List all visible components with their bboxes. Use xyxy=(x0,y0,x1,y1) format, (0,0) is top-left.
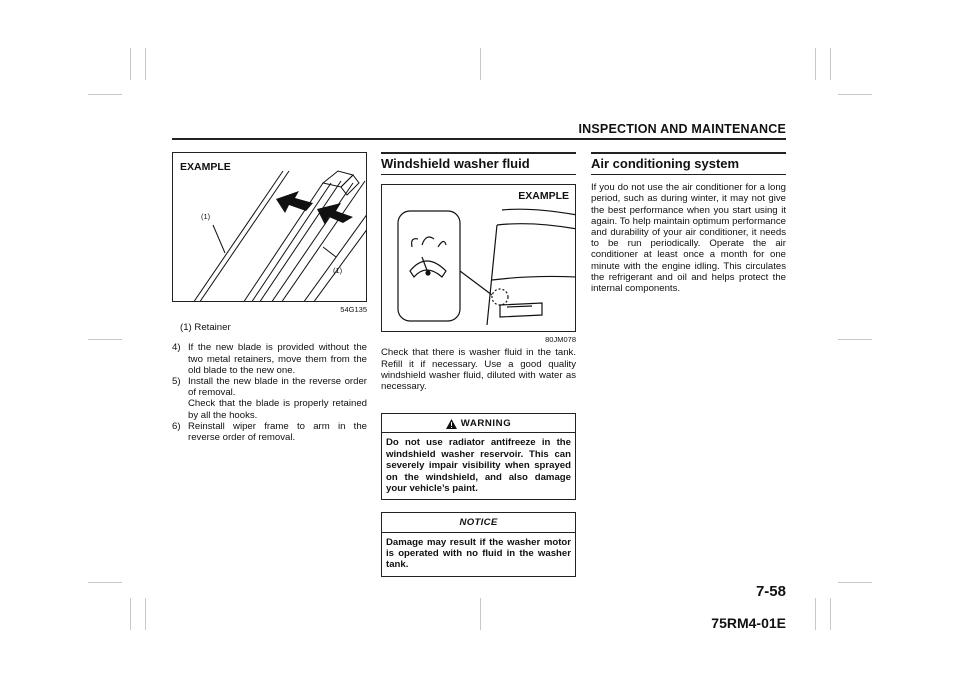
figure-callout: (1) xyxy=(333,266,343,275)
left-column xyxy=(172,152,367,443)
washer-reservoir-illustration xyxy=(382,185,576,332)
wiper-retainer-figure xyxy=(172,152,367,302)
right-column xyxy=(591,152,786,294)
middle-column xyxy=(381,152,576,577)
warning-label: WARNING xyxy=(460,418,512,430)
notice-header: NOTICE xyxy=(382,513,575,532)
figure-example-label: EXAMPLE xyxy=(518,190,569,203)
figure-callout: (1) xyxy=(201,212,211,221)
list-item xyxy=(172,421,367,443)
notice-box xyxy=(381,512,576,576)
section-title: Windshield washer fluid xyxy=(381,152,576,175)
warning-icon xyxy=(446,419,457,429)
notice-text: Damage may result if the washer motor is operated with no fluid in the washer tank. xyxy=(386,536,571,571)
list-item xyxy=(172,342,367,376)
step-list xyxy=(172,342,367,443)
step-number: 6) xyxy=(172,420,181,432)
page-number: 7-58 xyxy=(755,583,786,600)
document-code: 75RM4-01E xyxy=(711,615,786,631)
step-number: 5) xyxy=(172,376,181,388)
list-item xyxy=(172,376,367,421)
body-paragraph: If you do not use the air conditioner for a long period, such as during winter, it may not give the best performance when you start using it again. To help maintain optimum performance and durability of your air conditioner, it needs to be run periodically. Operate the air conditioner at least once a month for one minute with the engine idling. This circulates the refrigerant and oil and helps protect the internal components. xyxy=(591,182,786,295)
section-title: Air conditioning system xyxy=(591,152,786,175)
figure-code: 80JM078 xyxy=(545,335,576,345)
step-text: Install the new blade in the reverse order of removal. xyxy=(188,376,367,399)
warning-header xyxy=(382,414,575,433)
body-paragraph: Check that there is washer fluid in the tank. Refill it if necessary. Use a good quality windshield washer fluid, diluted with water as necessary. xyxy=(381,347,576,393)
step-text: Check that the blade is properly retained by all the hooks. xyxy=(188,398,367,421)
figure-code: 54G135 xyxy=(340,305,367,314)
warning-box xyxy=(381,413,576,500)
section-header: INSPECTION AND MAINTENANCE xyxy=(578,122,786,136)
header-rule xyxy=(172,138,786,140)
figure-caption: (1) Retainer xyxy=(180,322,231,334)
wiper-blade-illustration xyxy=(173,153,367,302)
step-number: 4) xyxy=(172,342,181,354)
warning-text: Do not use radiator antifreeze in the windshield washer reservoir. This can severely impair visibility when sprayed on the windshield, and also damage your vehicle’s paint. xyxy=(386,437,571,495)
step-text: If the new blade is provided without the two metal retainers, move them from the old blade to the new one. xyxy=(188,342,367,376)
washer-fluid-figure xyxy=(381,184,576,332)
step-text: Reinstall wiper frame to arm in the reverse order of removal. xyxy=(188,420,367,444)
figure-example-label: EXAMPLE xyxy=(180,161,231,173)
